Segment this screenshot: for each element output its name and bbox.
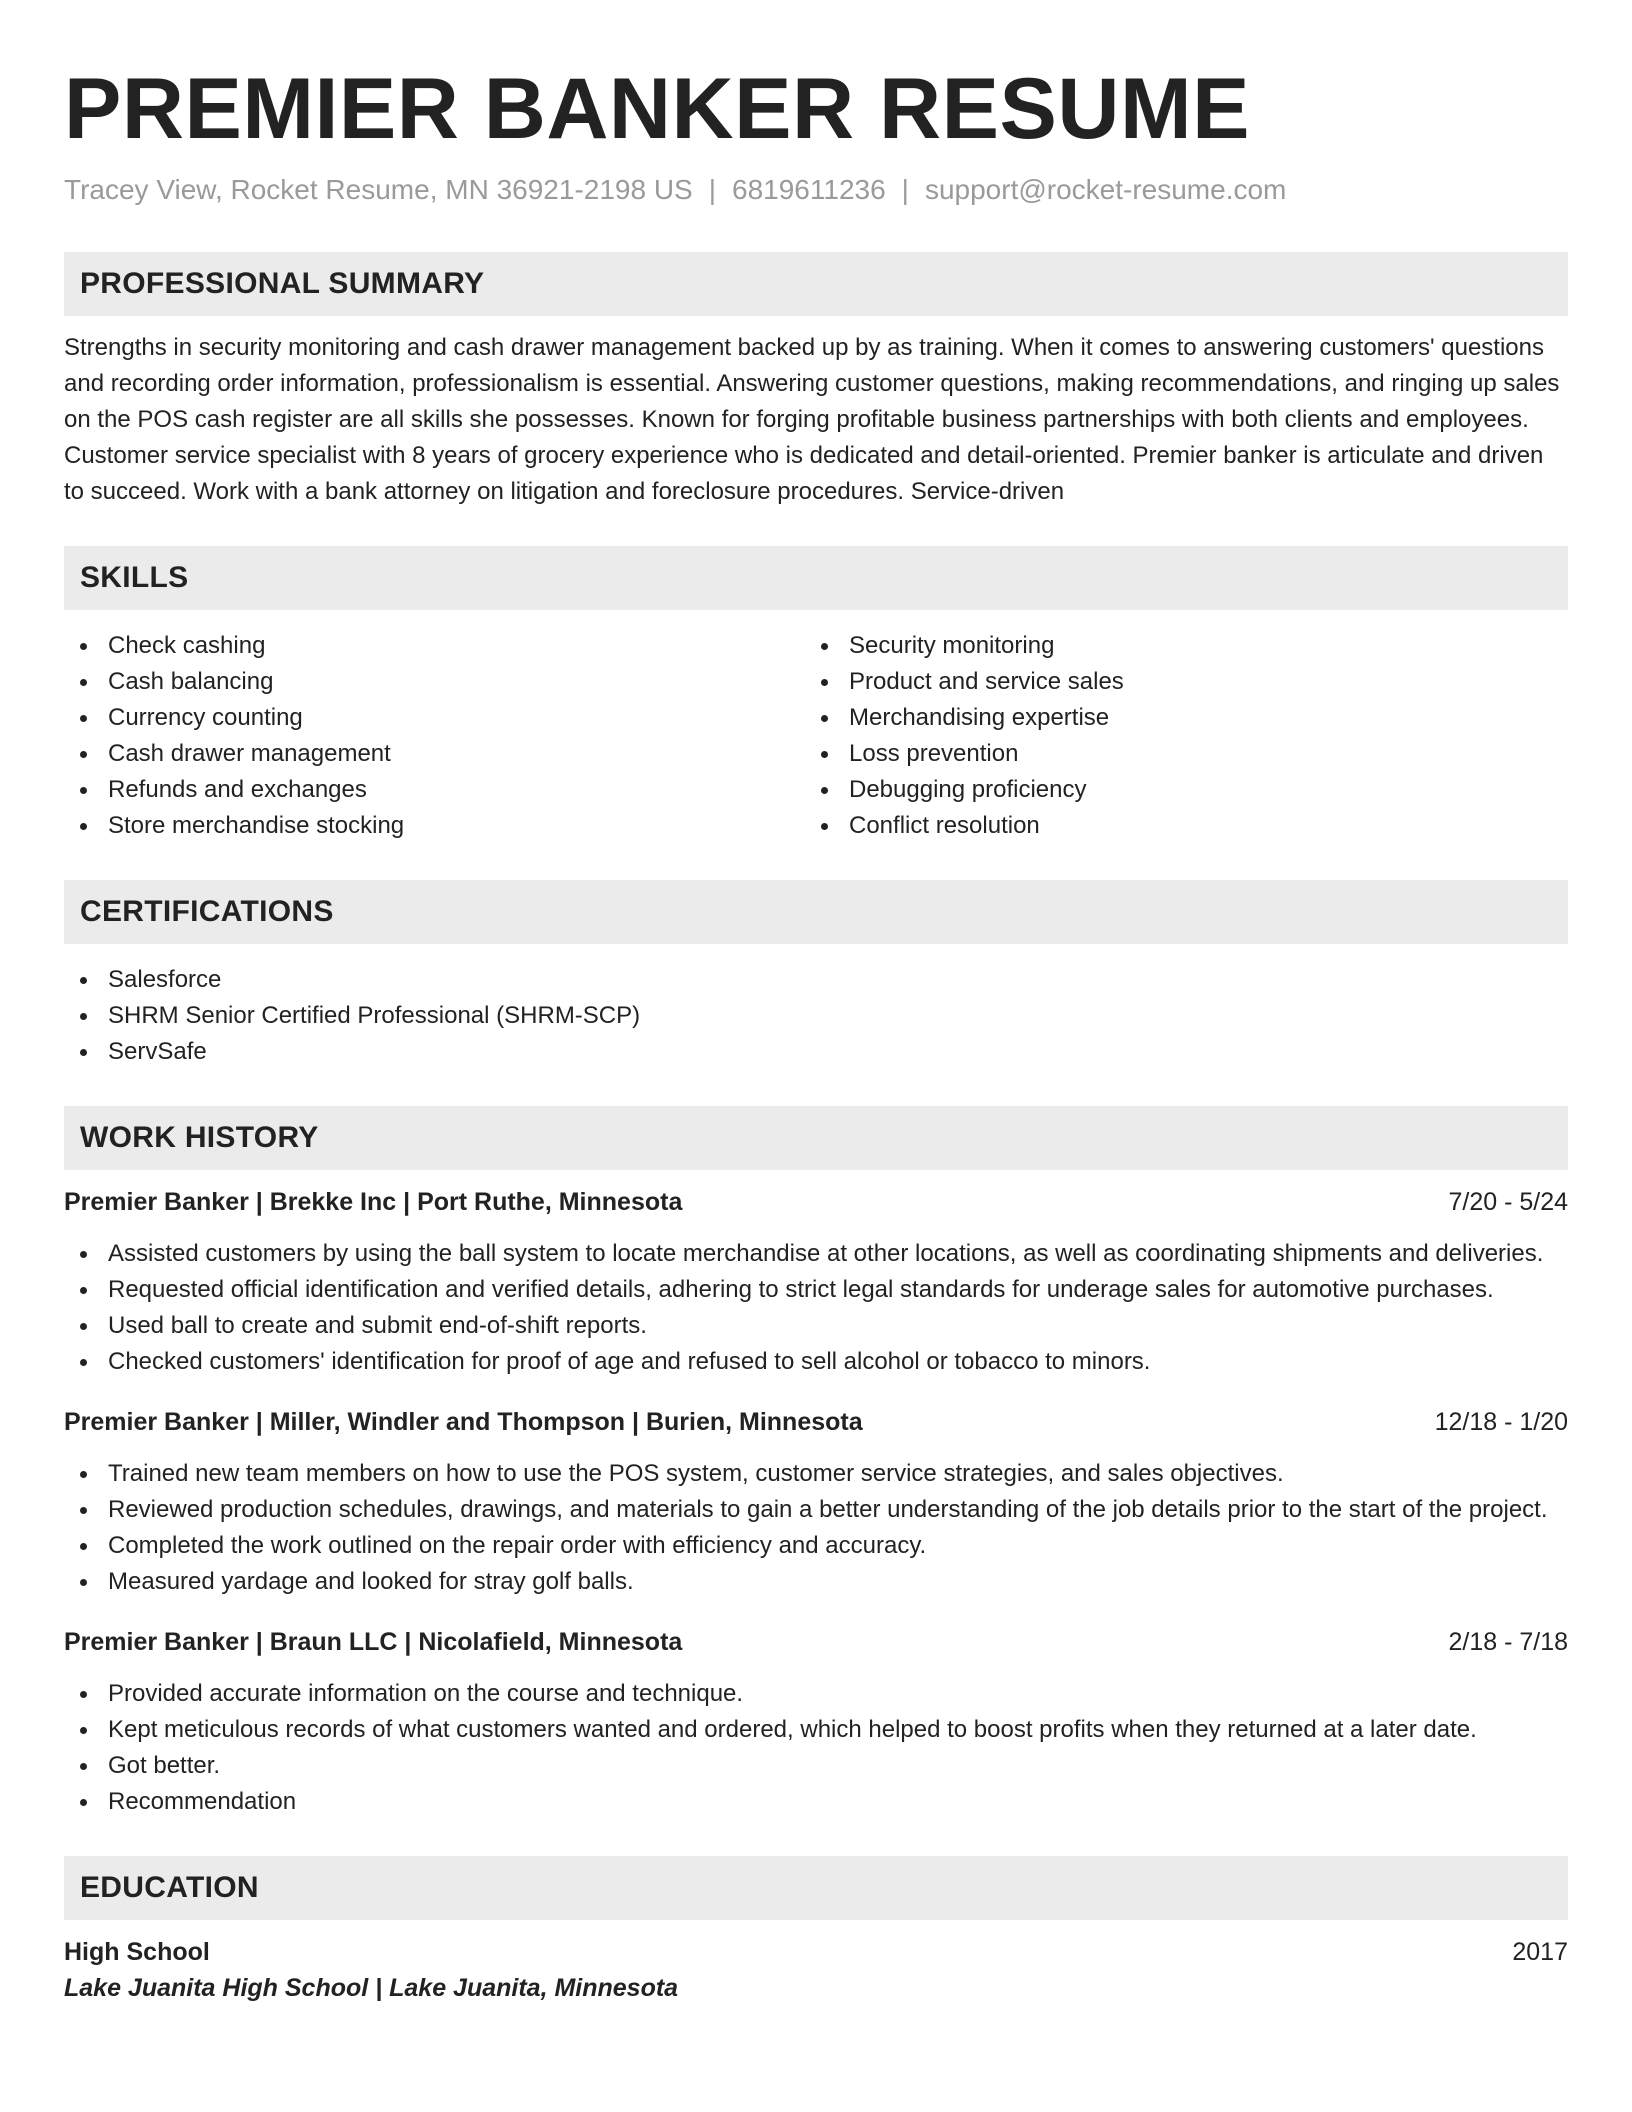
job-entry: [64, 1404, 1568, 1600]
job-bullets: [64, 1676, 1568, 1820]
job-header: [64, 1404, 1568, 1440]
job-bullet: Provided accurate information on the course and technique.: [64, 1676, 1568, 1712]
contact-separator: |: [708, 174, 717, 205]
skill-item: Loss prevention: [805, 736, 1546, 772]
contact-address: Tracey View, Rocket Resume, MN 36921-2198 US: [64, 174, 693, 205]
job-bullet: Used ball to create and submit end-of-shift reports.: [64, 1308, 1568, 1344]
job-bullet: Measured yardage and looked for stray golf balls.: [64, 1564, 1568, 1600]
certification-item: ServSafe: [64, 1034, 1568, 1070]
job-bullet: Recommendation: [64, 1784, 1568, 1820]
job-bullet: Reviewed production schedules, drawings, and materials to gain a better understanding of the job details prior to the start of the project.: [64, 1492, 1568, 1528]
education-header: [64, 1934, 1568, 1970]
job-bullet: Trained new team members on how to use the POS system, customer service strategies, and sales objectives.: [64, 1456, 1568, 1492]
skill-item: Store merchandise stocking: [64, 808, 805, 844]
job-header: [64, 1624, 1568, 1660]
skill-item: Security monitoring: [805, 628, 1546, 664]
skill-item: Currency counting: [64, 700, 805, 736]
certifications-list: [64, 962, 1568, 1070]
job-bullet: Completed the work outlined on the repair order with efficiency and accuracy.: [64, 1528, 1568, 1564]
job-header: [64, 1184, 1568, 1220]
contact-phone: 6819611236: [732, 174, 886, 205]
certification-item: Salesforce: [64, 962, 1568, 998]
section-header-professional-summary: PROFESSIONAL SUMMARY: [64, 252, 1568, 316]
education-degree: High School: [64, 1938, 210, 1966]
skills-list-right: [805, 628, 1546, 844]
job-entry: [64, 1624, 1568, 1820]
job-title: Premier Banker | Brekke Inc | Port Ruthe, Minnesota: [64, 1188, 683, 1216]
contact-separator: |: [901, 174, 909, 205]
education-year: 2017: [1512, 1938, 1568, 1966]
skill-item: Cash balancing: [64, 664, 805, 700]
job-dates: 12/18 - 1/20: [1434, 1408, 1568, 1436]
certification-item: SHRM Senior Certified Professional (SHRM-SCP): [64, 998, 1568, 1034]
job-title: Premier Banker | Braun LLC | Nicolafield, Minnesota: [64, 1628, 683, 1656]
section-header-skills: SKILLS: [64, 546, 1568, 610]
skill-item: Refunds and exchanges: [64, 772, 805, 808]
job-bullet: Kept meticulous records of what customers wanted and ordered, which helped to boost profits when they returned at a later date.: [64, 1712, 1568, 1748]
job-bullet: Requested official identification and verified details, adhering to strict legal standards for underage sales for automotive purchases.: [64, 1272, 1568, 1308]
job-bullet: Checked customers' identification for proof of age and refused to sell alcohol or tobacco to minors.: [64, 1344, 1568, 1380]
skills-grid: [64, 628, 1568, 844]
section-header-education: EDUCATION: [64, 1856, 1568, 1920]
job-bullets: [64, 1236, 1568, 1380]
skill-item: Merchandising expertise: [805, 700, 1546, 736]
skills-list-left: [64, 628, 805, 844]
job-dates: 2/18 - 7/18: [1448, 1628, 1568, 1656]
resume-title: PREMIER BANKER RESUME: [64, 61, 1250, 157]
skill-item: Conflict resolution: [805, 808, 1546, 844]
contact-line: [64, 172, 1568, 208]
section-header-certifications: CERTIFICATIONS: [64, 880, 1568, 944]
section-header-work-history: WORK HISTORY: [64, 1106, 1568, 1170]
job-bullet: Got better.: [64, 1748, 1568, 1784]
skill-item: Debugging proficiency: [805, 772, 1546, 808]
job-bullets: [64, 1456, 1568, 1600]
job-entry: [64, 1184, 1568, 1380]
job-bullet: Assisted customers by using the ball system to locate merchandise at other locations, as well as coordinating shipments and deliveries.: [64, 1236, 1568, 1272]
contact-email: support@rocket-resume.com: [924, 174, 1287, 205]
education-school: Lake Juanita High School | Lake Juanita, Minnesota: [64, 1974, 679, 2002]
summary-text: Strengths in security monitoring and cash drawer management backed up by as training. When it comes to answering customers' questions and recording order information, professionalism is essential. Answering customer questions, making recommendations, and ringing up sales on the POS cash register are all skills she possesses. Known for forging profitable business partnerships with both clients and employees. Customer service specialist with 8 years of grocery experience who is dedicated and detail-oriented. Premier banker is articulate and driven to succeed. Work with a bank attorney on litigation and foreclosure procedures. Service-driven: [64, 334, 1560, 505]
skill-item: Cash drawer management: [64, 736, 805, 772]
job-dates: 7/20 - 5/24: [1448, 1188, 1568, 1216]
skill-item: Product and service sales: [805, 664, 1546, 700]
job-title: Premier Banker | Miller, Windler and Thompson | Burien, Minnesota: [64, 1408, 863, 1436]
skill-item: Check cashing: [64, 628, 805, 664]
